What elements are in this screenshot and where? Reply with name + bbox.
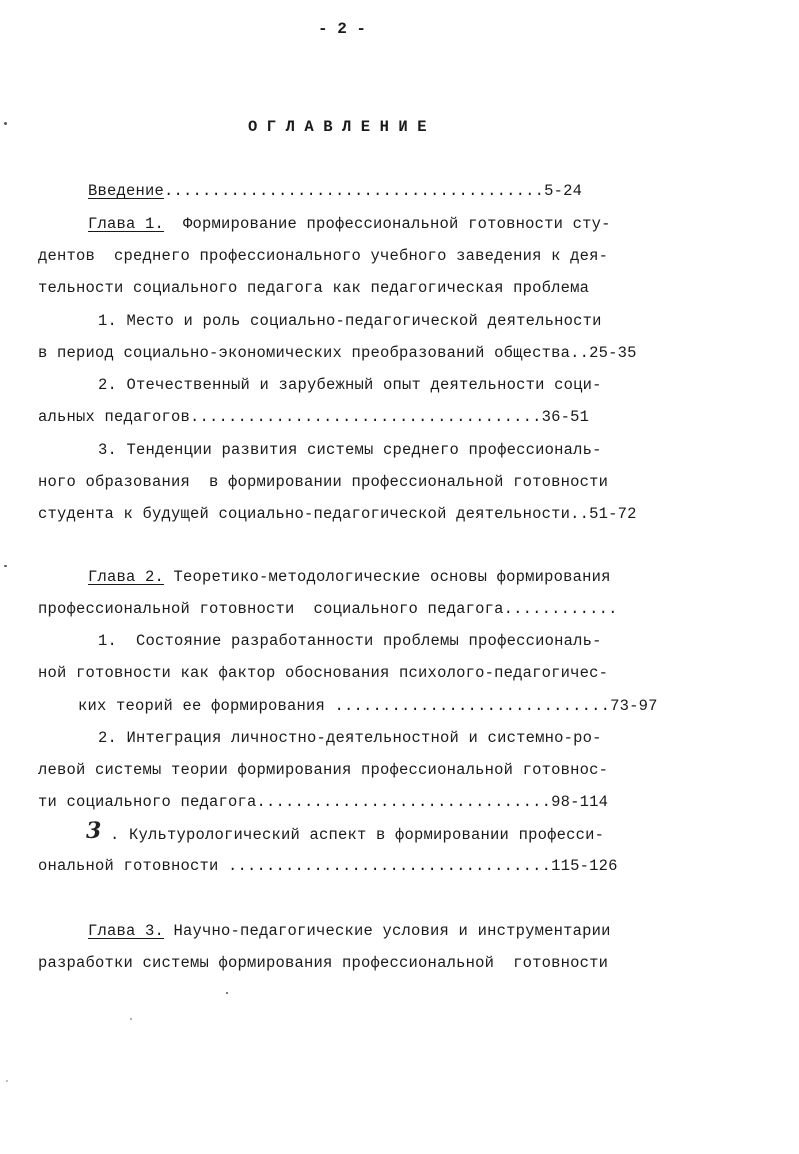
toc-line: ти социального педагога...............................98-114 — [38, 793, 609, 811]
toc-line: ких теорий ее формирования .............................73-97 — [78, 697, 658, 715]
toc-line: 1. Состояние разработанности проблемы профессиональ- — [98, 632, 602, 650]
toc-line-chapter-2 — [88, 567, 611, 587]
toc-line: ональной готовности ..................................115-126 — [38, 857, 618, 875]
toc-label-chapter-1: Глава 1. — [88, 215, 165, 233]
toc-line-chapter-3 — [88, 921, 611, 941]
scan-speck — [130, 1018, 132, 1020]
toc-line: ного образования в формировании профессиональной готовности — [38, 473, 609, 491]
toc-label-chapter-3: Глава 3. — [88, 922, 165, 940]
toc-label-chapter-2: Глава 2. — [88, 568, 165, 586]
page-title: ОГЛАВЛЕНИЕ — [248, 118, 437, 136]
toc-line: 1. Место и роль социально-педагогической деятельности — [98, 312, 602, 330]
toc-text: Научно-педагогические условия и инструментарии — [164, 922, 611, 940]
toc-line: профессиональной готовности социального педагога............ — [38, 600, 618, 618]
page-number: - 2 - — [318, 20, 367, 38]
handwritten-mark: 3 — [86, 818, 102, 844]
toc-line: левой системы теории формирования профессиональной готовнос- — [38, 761, 609, 779]
toc-line: 2. Интеграция личностно-деятельностной и системно-ро- — [98, 729, 602, 747]
toc-line: студента к будущей социально-педагогической деятельности..51-72 — [38, 505, 637, 523]
scan-speck — [4, 565, 7, 567]
toc-text: Теоретико-методологические основы формирования — [164, 568, 611, 586]
toc-line: 2. Отечественный и зарубежный опыт деятельности соци- — [98, 376, 602, 394]
toc-line: 3. Тенденции развития системы среднего профессиональ- — [98, 441, 602, 459]
toc-line: тельности социального педагога как педагогическая проблема — [38, 279, 590, 297]
toc-line: дентов среднего профессионального учебного заведения к дея- — [38, 247, 609, 265]
toc-line: разработки системы формирования профессиональной готовности — [38, 954, 609, 972]
toc-line-intro — [88, 181, 582, 201]
toc-text: Формирование профессиональной готовности сту- — [164, 215, 611, 233]
toc-line-chapter-1 — [88, 214, 611, 234]
toc-line: ной готовности как фактор обоснования психолого-педагогичес- — [38, 664, 609, 682]
scan-speck — [4, 122, 7, 125]
toc-line: альных педагогов.....................................36-51 — [38, 408, 590, 426]
scan-speck — [6, 1080, 8, 1082]
scan-speck — [226, 992, 228, 994]
toc-line: . Культурологический аспект в формировании професси- — [110, 826, 605, 844]
toc-line: в период социально-экономических преобразований общества..25-35 — [38, 344, 637, 362]
toc-text: ........................................5-24 — [164, 182, 583, 200]
toc-label-intro: Введение — [88, 182, 165, 200]
